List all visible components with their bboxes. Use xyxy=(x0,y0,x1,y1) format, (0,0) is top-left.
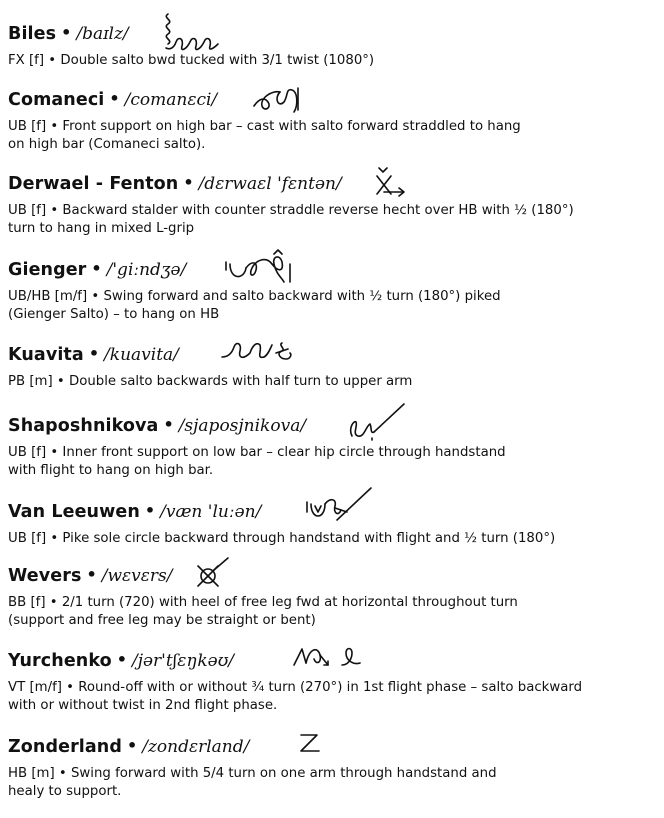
entry-comaneci xyxy=(8,88,658,153)
entry-title xyxy=(8,500,658,528)
description-line: UB [f] • Front support on high bar – cast with salto forward straddled to hang xyxy=(8,119,521,134)
z-swing-skill-icon xyxy=(295,731,325,757)
entry-wevers xyxy=(8,564,658,629)
skill-description xyxy=(8,594,658,629)
description-line: with or without twist in 2nd flight phase. xyxy=(8,697,278,713)
description-line: BB [f] • 2/1 turn (720) with heel of free leg fwd at horizontal throughout turn xyxy=(8,595,518,610)
pronunciation: /comanɛci/ xyxy=(124,90,218,110)
entry-gienger xyxy=(8,258,658,323)
pronunciation: /kuavita/ xyxy=(104,345,179,365)
description-line: with flight to hang on high bar. xyxy=(8,462,214,478)
skill-description xyxy=(8,202,658,237)
pike-sole-circle-skill-icon xyxy=(303,484,377,528)
skill-name: Comaneci xyxy=(8,90,105,110)
description-line: UB [f] • Backward stalder with counter straddle reverse hecht over HB with ½ (180°) xyxy=(8,203,574,218)
pronunciation: /zondɛrland/ xyxy=(142,737,250,757)
description-line: healy to support. xyxy=(8,783,122,799)
separator: • xyxy=(109,89,120,108)
clear-hip-flight-skill-icon xyxy=(344,398,414,442)
triple-loop-skill-icon xyxy=(160,12,220,56)
pronunciation: /'giːndʒə/ xyxy=(106,260,187,280)
entry-biles xyxy=(8,22,658,70)
pronunciation: /wɛvɛrs/ xyxy=(101,566,173,586)
skill-description xyxy=(8,52,658,70)
skill-name: Van Leeuwen xyxy=(8,502,140,522)
gienger-salto-skill-icon xyxy=(220,248,292,288)
double-salto-turn-skill-icon xyxy=(220,339,300,369)
description-line: (support and free leg may be straight or bent) xyxy=(8,612,316,628)
description-line: PB [m] • Double salto backwards with half turn to upper arm xyxy=(8,374,413,389)
entry-shaposhnikova xyxy=(8,414,658,479)
skill-name: Derwael - Fenton xyxy=(8,174,179,194)
skill-description xyxy=(8,118,658,153)
separator: • xyxy=(144,501,156,520)
skill-description xyxy=(8,444,658,479)
separator: • xyxy=(86,565,97,584)
separator: • xyxy=(116,650,127,669)
description-line: UB [f] • Pike sole circle backward through handstand with flight and ½ turn (180°) xyxy=(8,531,556,546)
entry-kuavita xyxy=(8,343,658,391)
skill-name: Gienger xyxy=(8,260,87,280)
skill-name: Wevers xyxy=(8,566,82,586)
description-line: HB [m] • Swing forward with 5/4 turn on one arm through handstand and xyxy=(8,766,497,781)
description-line: on high bar (Comaneci salto). xyxy=(8,136,206,152)
entry-yurchenko xyxy=(8,649,658,714)
skill-name: Shaposhnikova xyxy=(8,416,159,436)
description-line: turn to hang in mixed L-grip xyxy=(8,220,195,236)
description-line: VT [m/f] • Round-off with or without ¾ turn (270°) in 1st flight phase – salto backward xyxy=(8,680,583,695)
pronunciation: /dɛrwaɛl 'fɛntən/ xyxy=(198,174,342,194)
skill-description xyxy=(8,530,658,548)
heel-turn-skill-icon xyxy=(194,556,234,592)
description-line: FX [f] • Double salto bwd tucked with 3/1 twist (1080°) xyxy=(8,53,375,68)
entry-title xyxy=(8,343,658,371)
skill-description xyxy=(8,373,658,391)
entry-title xyxy=(8,649,658,677)
skill-description xyxy=(8,288,658,323)
entry-title xyxy=(8,414,658,442)
skill-name: Zonderland xyxy=(8,737,122,757)
description-line: UB/HB [m/f] • Swing forward and salto backward with ½ turn (180°) piked xyxy=(8,289,501,304)
separator: • xyxy=(127,736,138,755)
entry-title xyxy=(8,564,658,592)
skill-name: Kuavita xyxy=(8,345,84,365)
separator: • xyxy=(88,344,100,363)
entry-zonderland xyxy=(8,735,658,800)
skill-description xyxy=(8,765,658,800)
entry-title xyxy=(8,258,658,286)
entry-title xyxy=(8,22,658,50)
entry-van-leeuwen xyxy=(8,500,658,548)
round-off-vault-skill-icon xyxy=(290,643,374,677)
separator: • xyxy=(91,259,102,278)
separator: • xyxy=(61,23,72,42)
pronunciation: /sjaposjnikova/ xyxy=(178,416,307,436)
skill-name: Yurchenko xyxy=(8,651,112,671)
entry-title xyxy=(8,172,658,200)
skill-description xyxy=(8,679,658,714)
skill-name: Biles xyxy=(8,24,57,44)
entry-title xyxy=(8,88,658,116)
pronunciation: /baɪlz/ xyxy=(76,24,129,44)
description-line: (Gienger Salto) – to hang on HB xyxy=(8,306,220,322)
separator: • xyxy=(163,415,174,434)
pronunciation: /jər'tʃɛŋkəʊ/ xyxy=(131,651,234,671)
pronunciation: /væn 'luːən/ xyxy=(160,502,262,522)
entry-derwael-fenton xyxy=(8,172,658,237)
stalder-hecht-skill-icon xyxy=(373,164,413,204)
description-line: UB [f] • Inner front support on low bar – clear hip circle through handstand xyxy=(8,445,506,460)
separator: • xyxy=(183,173,194,192)
straddle-salto-skill-icon xyxy=(250,84,306,120)
entry-title xyxy=(8,735,658,763)
